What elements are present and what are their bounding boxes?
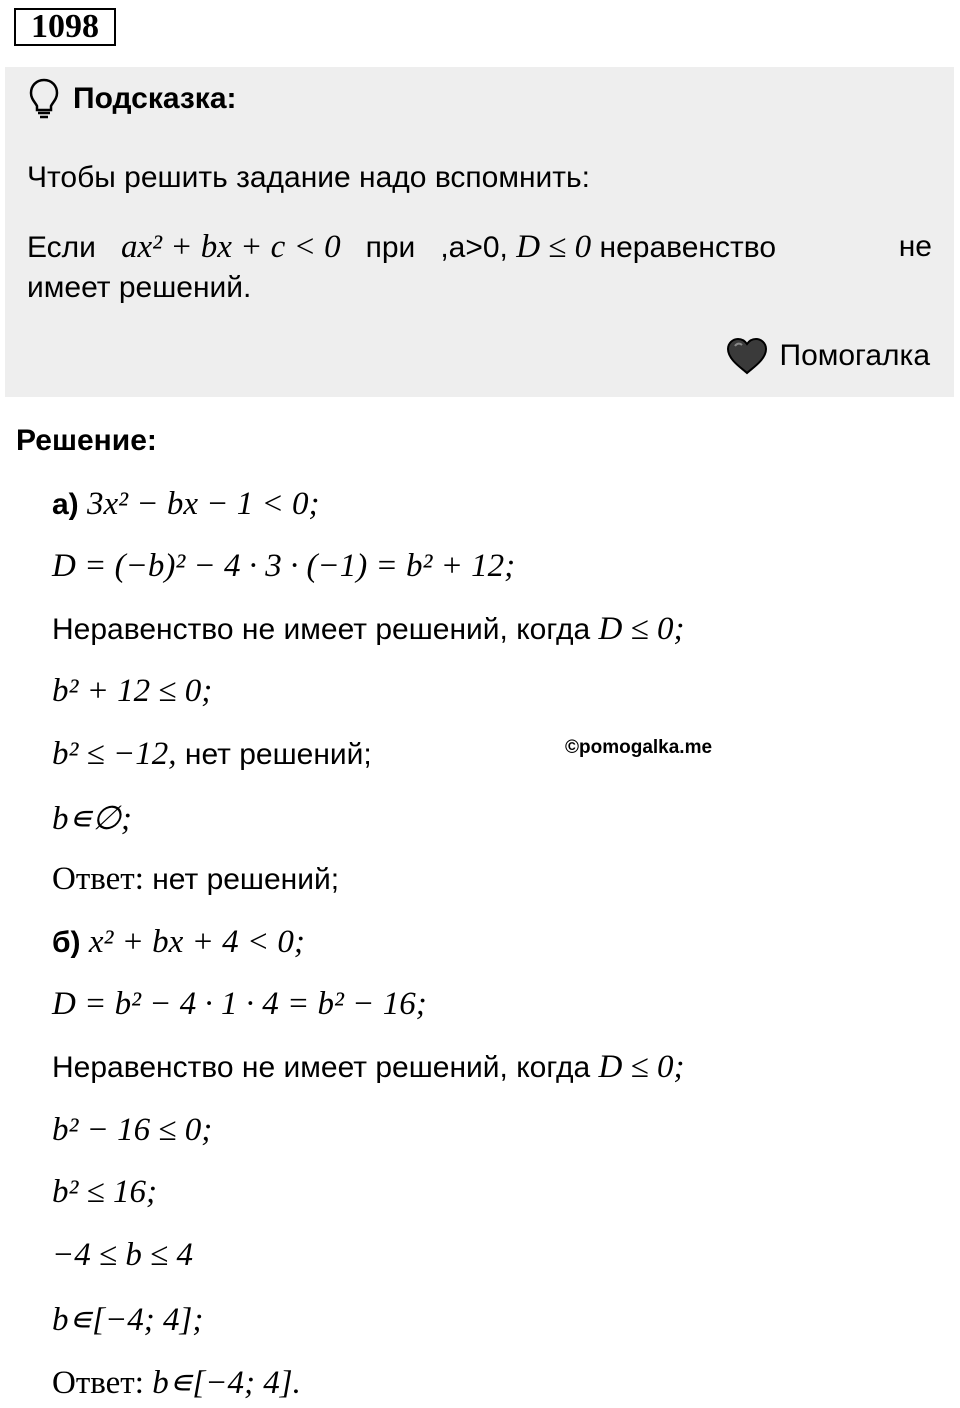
hint-panel xyxy=(5,67,954,397)
part-b-condition: Неравенство не имеет решений, когда D ≤ 0; xyxy=(52,1049,685,1085)
part-b-answer: Ответ: b∊[−4; 4]. xyxy=(52,1365,301,1401)
part-b-discriminant: D = b² − 4 · 1 · 4 = b² − 16; xyxy=(52,986,427,1022)
hint-rule-end: имеет решений. xyxy=(27,271,252,304)
heart-icon xyxy=(726,337,768,375)
hint-word-when: при xyxy=(365,231,416,264)
hint-word-not: не xyxy=(898,230,932,263)
hint-title: Подсказка: xyxy=(73,82,237,115)
part-a-discriminant: D = (−b)² − 4 · 3 · (−1) = b² + 12; xyxy=(52,548,516,584)
task-number: 1098 xyxy=(14,8,116,46)
hint-formula: ax² + bx + c < 0 xyxy=(120,229,341,265)
hint-rule xyxy=(27,223,932,272)
hint-discriminant: D ≤ 0 xyxy=(516,229,592,265)
part-b-set: b∊[−4; 4]; xyxy=(52,1302,204,1338)
solution-title: Решение: xyxy=(16,424,157,457)
hint-intro: Чтобы решить задание надо вспомнить: xyxy=(27,161,590,194)
part-a-step2: b² ≤ −12, нет решений; xyxy=(52,736,372,772)
part-a-label: а) xyxy=(52,488,79,521)
part-b-inequality: б) x² + bx + 4 < 0; xyxy=(52,924,305,960)
brand xyxy=(726,337,931,375)
hint-word-if: Если xyxy=(27,231,96,264)
lightbulb-icon xyxy=(29,78,59,120)
part-b-step2: b² ≤ 16; xyxy=(52,1174,157,1210)
part-a-answer: Ответ: нет решений; xyxy=(52,861,340,897)
watermark: ©pomogalka.me xyxy=(565,737,713,758)
hint-word-inequality: неравенство xyxy=(599,231,777,264)
part-b-step1: b² − 16 ≤ 0; xyxy=(52,1112,213,1148)
hint-condition: ,a>0, xyxy=(440,231,508,264)
part-a-step1: b² + 12 ≤ 0; xyxy=(52,673,213,709)
part-b-step3: −4 ≤ b ≤ 4 xyxy=(52,1237,193,1273)
brand-name: Помогалка xyxy=(779,339,930,372)
part-a-condition: Неравенство не имеет решений, когда D ≤ 0; xyxy=(52,611,685,647)
hint-header xyxy=(29,77,237,121)
part-a-inequality: а) 3x² − bx − 1 < 0; xyxy=(52,486,320,522)
part-a-set: b∊∅; xyxy=(52,801,132,837)
part-b-label: б) xyxy=(52,926,81,959)
